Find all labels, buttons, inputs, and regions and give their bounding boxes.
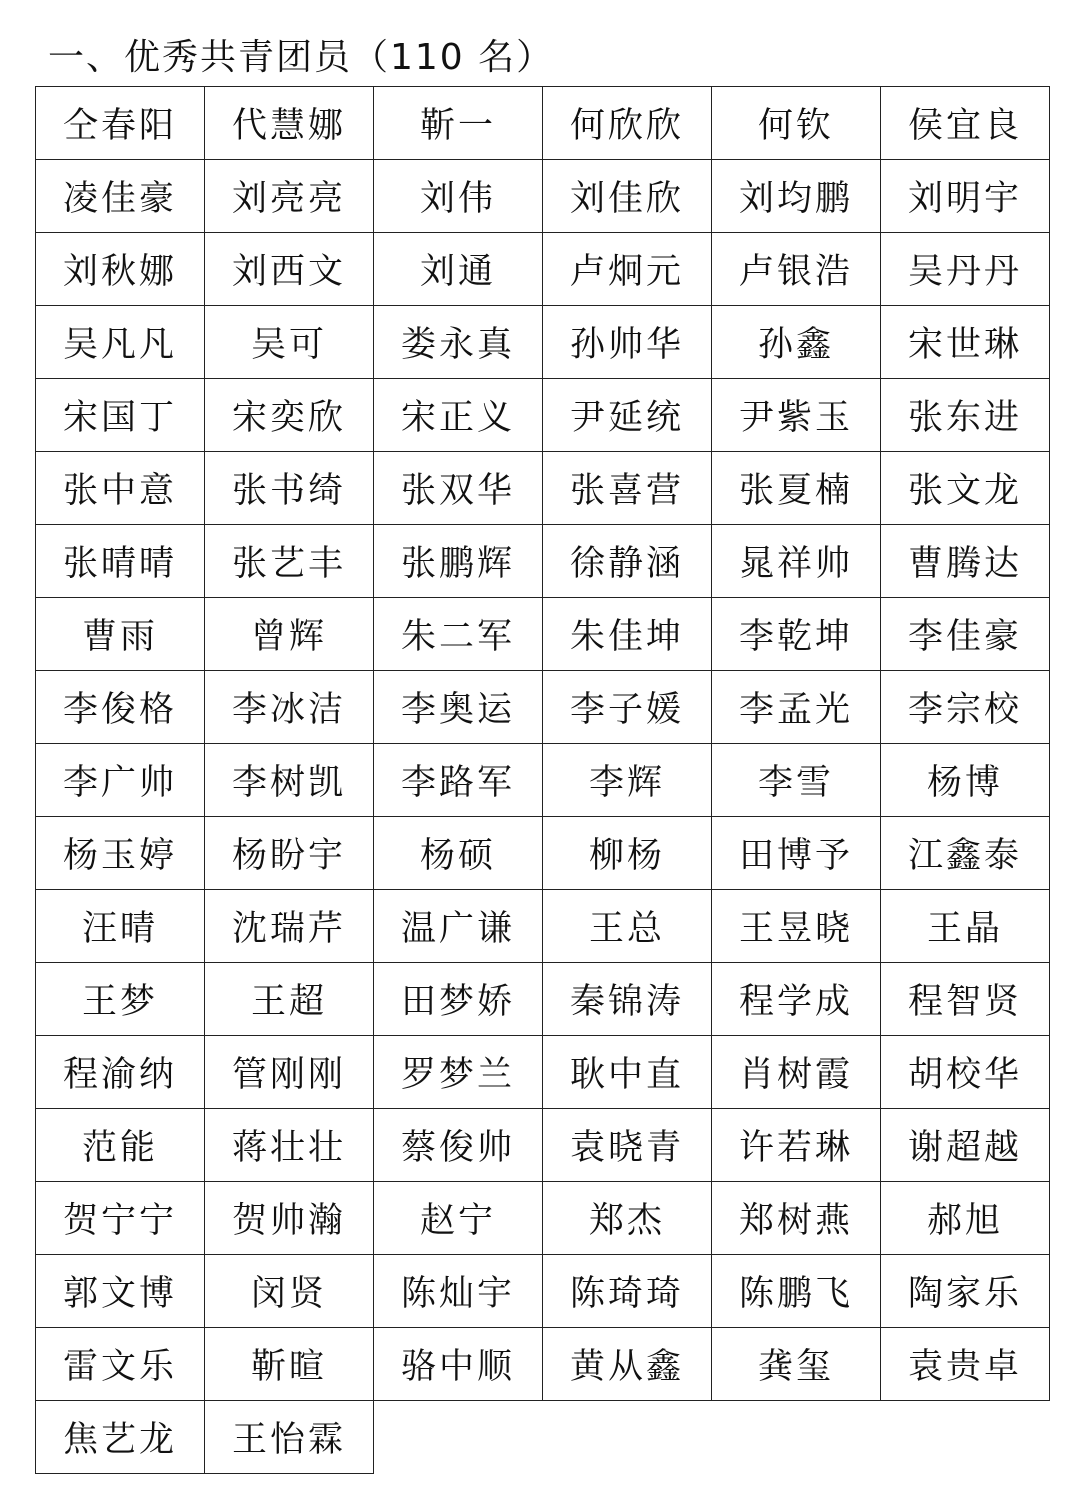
name-cell: 侯宜良	[881, 87, 1050, 160]
name-cell: 李广帅	[36, 744, 205, 817]
name-cell: 刘伟	[374, 160, 543, 233]
name-cell: 范能	[36, 1109, 205, 1182]
empty-cell	[881, 1401, 1050, 1474]
name-cell: 焦艺龙	[36, 1401, 205, 1474]
name-cell: 程渝纳	[36, 1036, 205, 1109]
table-row	[36, 233, 1050, 306]
name-cell: 张中意	[36, 452, 205, 525]
name-cell: 蒋壮壮	[205, 1109, 374, 1182]
table-row	[36, 379, 1050, 452]
table-row	[36, 744, 1050, 817]
section-title: 一、优秀共青团员（110 名）	[48, 37, 555, 78]
name-cell: 刘亮亮	[205, 160, 374, 233]
name-cell: 朱二军	[374, 598, 543, 671]
table-row	[36, 160, 1050, 233]
name-cell: 宋国丁	[36, 379, 205, 452]
table-row	[36, 1036, 1050, 1109]
name-cell: 张东进	[881, 379, 1050, 452]
name-cell: 胡校华	[881, 1036, 1050, 1109]
name-cell: 罗梦兰	[374, 1036, 543, 1109]
name-cell: 杨硕	[374, 817, 543, 890]
name-cell: 李奥运	[374, 671, 543, 744]
name-cell: 张夏楠	[712, 452, 881, 525]
name-cell: 王晶	[881, 890, 1050, 963]
table-row	[36, 1182, 1050, 1255]
name-cell: 晁祥帅	[712, 525, 881, 598]
name-cell: 郑杰	[543, 1182, 712, 1255]
name-cell: 仝春阳	[36, 87, 205, 160]
name-cell: 徐静涵	[543, 525, 712, 598]
name-cell: 张鹏辉	[374, 525, 543, 598]
name-cell: 宋正义	[374, 379, 543, 452]
name-cell: 李子媛	[543, 671, 712, 744]
table-row	[36, 817, 1050, 890]
name-cell: 闵贤	[205, 1255, 374, 1328]
name-cell: 王总	[543, 890, 712, 963]
name-cell: 贺宁宁	[36, 1182, 205, 1255]
name-cell: 刘通	[374, 233, 543, 306]
table-row	[36, 1255, 1050, 1328]
name-cell: 江鑫泰	[881, 817, 1050, 890]
name-cell: 刘明宇	[881, 160, 1050, 233]
name-cell: 吴可	[205, 306, 374, 379]
table-row	[36, 598, 1050, 671]
name-cell: 张文龙	[881, 452, 1050, 525]
name-cell: 温广谦	[374, 890, 543, 963]
table-row	[36, 1401, 1050, 1474]
table-row	[36, 1328, 1050, 1401]
name-cell: 王怡霖	[205, 1401, 374, 1474]
name-cell: 陈灿宇	[374, 1255, 543, 1328]
name-cell: 宋奕欣	[205, 379, 374, 452]
name-cell: 何欣欣	[543, 87, 712, 160]
table-row	[36, 963, 1050, 1036]
name-cell: 田梦娇	[374, 963, 543, 1036]
empty-cell	[374, 1401, 543, 1474]
name-cell: 王梦	[36, 963, 205, 1036]
name-cell: 李乾坤	[712, 598, 881, 671]
name-cell: 刘秋娜	[36, 233, 205, 306]
name-cell: 程智贤	[881, 963, 1050, 1036]
name-cell: 凌佳豪	[36, 160, 205, 233]
name-cell: 卢银浩	[712, 233, 881, 306]
name-cell: 曾辉	[205, 598, 374, 671]
table-row	[36, 890, 1050, 963]
name-cell: 卢炯元	[543, 233, 712, 306]
name-cell: 黄从鑫	[543, 1328, 712, 1401]
name-cell: 吴丹丹	[881, 233, 1050, 306]
name-cell: 田博予	[712, 817, 881, 890]
name-cell: 杨博	[881, 744, 1050, 817]
name-cell: 杨玉婷	[36, 817, 205, 890]
name-cell: 龚玺	[712, 1328, 881, 1401]
name-cell: 刘西文	[205, 233, 374, 306]
name-cell: 袁晓青	[543, 1109, 712, 1182]
name-cell: 汪晴	[36, 890, 205, 963]
name-cell: 何钦	[712, 87, 881, 160]
name-cell: 沈瑞芹	[205, 890, 374, 963]
name-cell: 郑树燕	[712, 1182, 881, 1255]
name-cell: 李孟光	[712, 671, 881, 744]
name-cell: 刘佳欣	[543, 160, 712, 233]
names-table	[35, 86, 1050, 1474]
name-cell: 李树凯	[205, 744, 374, 817]
table-row	[36, 1109, 1050, 1182]
name-cell: 许若琳	[712, 1109, 881, 1182]
table-row	[36, 87, 1050, 160]
name-cell: 刘均鹏	[712, 160, 881, 233]
name-cell: 尹延统	[543, 379, 712, 452]
name-cell: 陈鹏飞	[712, 1255, 881, 1328]
name-cell: 李雪	[712, 744, 881, 817]
name-cell: 靳暄	[205, 1328, 374, 1401]
name-cell: 骆中顺	[374, 1328, 543, 1401]
table-row	[36, 306, 1050, 379]
name-cell: 娄永真	[374, 306, 543, 379]
table-row	[36, 671, 1050, 744]
name-cell: 柳杨	[543, 817, 712, 890]
name-cell: 孙鑫	[712, 306, 881, 379]
name-cell: 陈琦琦	[543, 1255, 712, 1328]
name-cell: 王超	[205, 963, 374, 1036]
name-cell: 蔡俊帅	[374, 1109, 543, 1182]
name-cell: 李路军	[374, 744, 543, 817]
name-cell: 张晴晴	[36, 525, 205, 598]
name-cell: 尹紫玉	[712, 379, 881, 452]
name-cell: 贺帅瀚	[205, 1182, 374, 1255]
name-cell: 李冰洁	[205, 671, 374, 744]
name-cell: 赵宁	[374, 1182, 543, 1255]
name-cell: 肖树霞	[712, 1036, 881, 1109]
name-cell: 杨盼宇	[205, 817, 374, 890]
name-cell: 孙帅华	[543, 306, 712, 379]
name-cell: 秦锦涛	[543, 963, 712, 1036]
name-cell: 雷文乐	[36, 1328, 205, 1401]
name-cell: 靳一	[374, 87, 543, 160]
name-cell: 李宗校	[881, 671, 1050, 744]
name-cell: 张双华	[374, 452, 543, 525]
name-cell: 张书绮	[205, 452, 374, 525]
name-cell: 曹雨	[36, 598, 205, 671]
names-table-body	[36, 87, 1050, 1474]
name-cell: 李俊格	[36, 671, 205, 744]
name-cell: 李佳豪	[881, 598, 1050, 671]
name-cell: 李辉	[543, 744, 712, 817]
name-cell: 宋世琳	[881, 306, 1050, 379]
name-cell: 郭文博	[36, 1255, 205, 1328]
name-cell: 吴凡凡	[36, 306, 205, 379]
name-cell: 朱佳坤	[543, 598, 712, 671]
name-cell: 王昱晓	[712, 890, 881, 963]
name-cell: 陶家乐	[881, 1255, 1050, 1328]
name-cell: 谢超越	[881, 1109, 1050, 1182]
empty-cell	[712, 1401, 881, 1474]
empty-cell	[543, 1401, 712, 1474]
name-cell: 袁贵卓	[881, 1328, 1050, 1401]
name-cell: 曹腾达	[881, 525, 1050, 598]
name-cell: 耿中直	[543, 1036, 712, 1109]
name-cell: 代慧娜	[205, 87, 374, 160]
table-row	[36, 452, 1050, 525]
name-cell: 程学成	[712, 963, 881, 1036]
name-cell: 张喜营	[543, 452, 712, 525]
name-cell: 郝旭	[881, 1182, 1050, 1255]
table-row	[36, 525, 1050, 598]
name-cell: 管刚刚	[205, 1036, 374, 1109]
name-cell: 张艺丰	[205, 525, 374, 598]
